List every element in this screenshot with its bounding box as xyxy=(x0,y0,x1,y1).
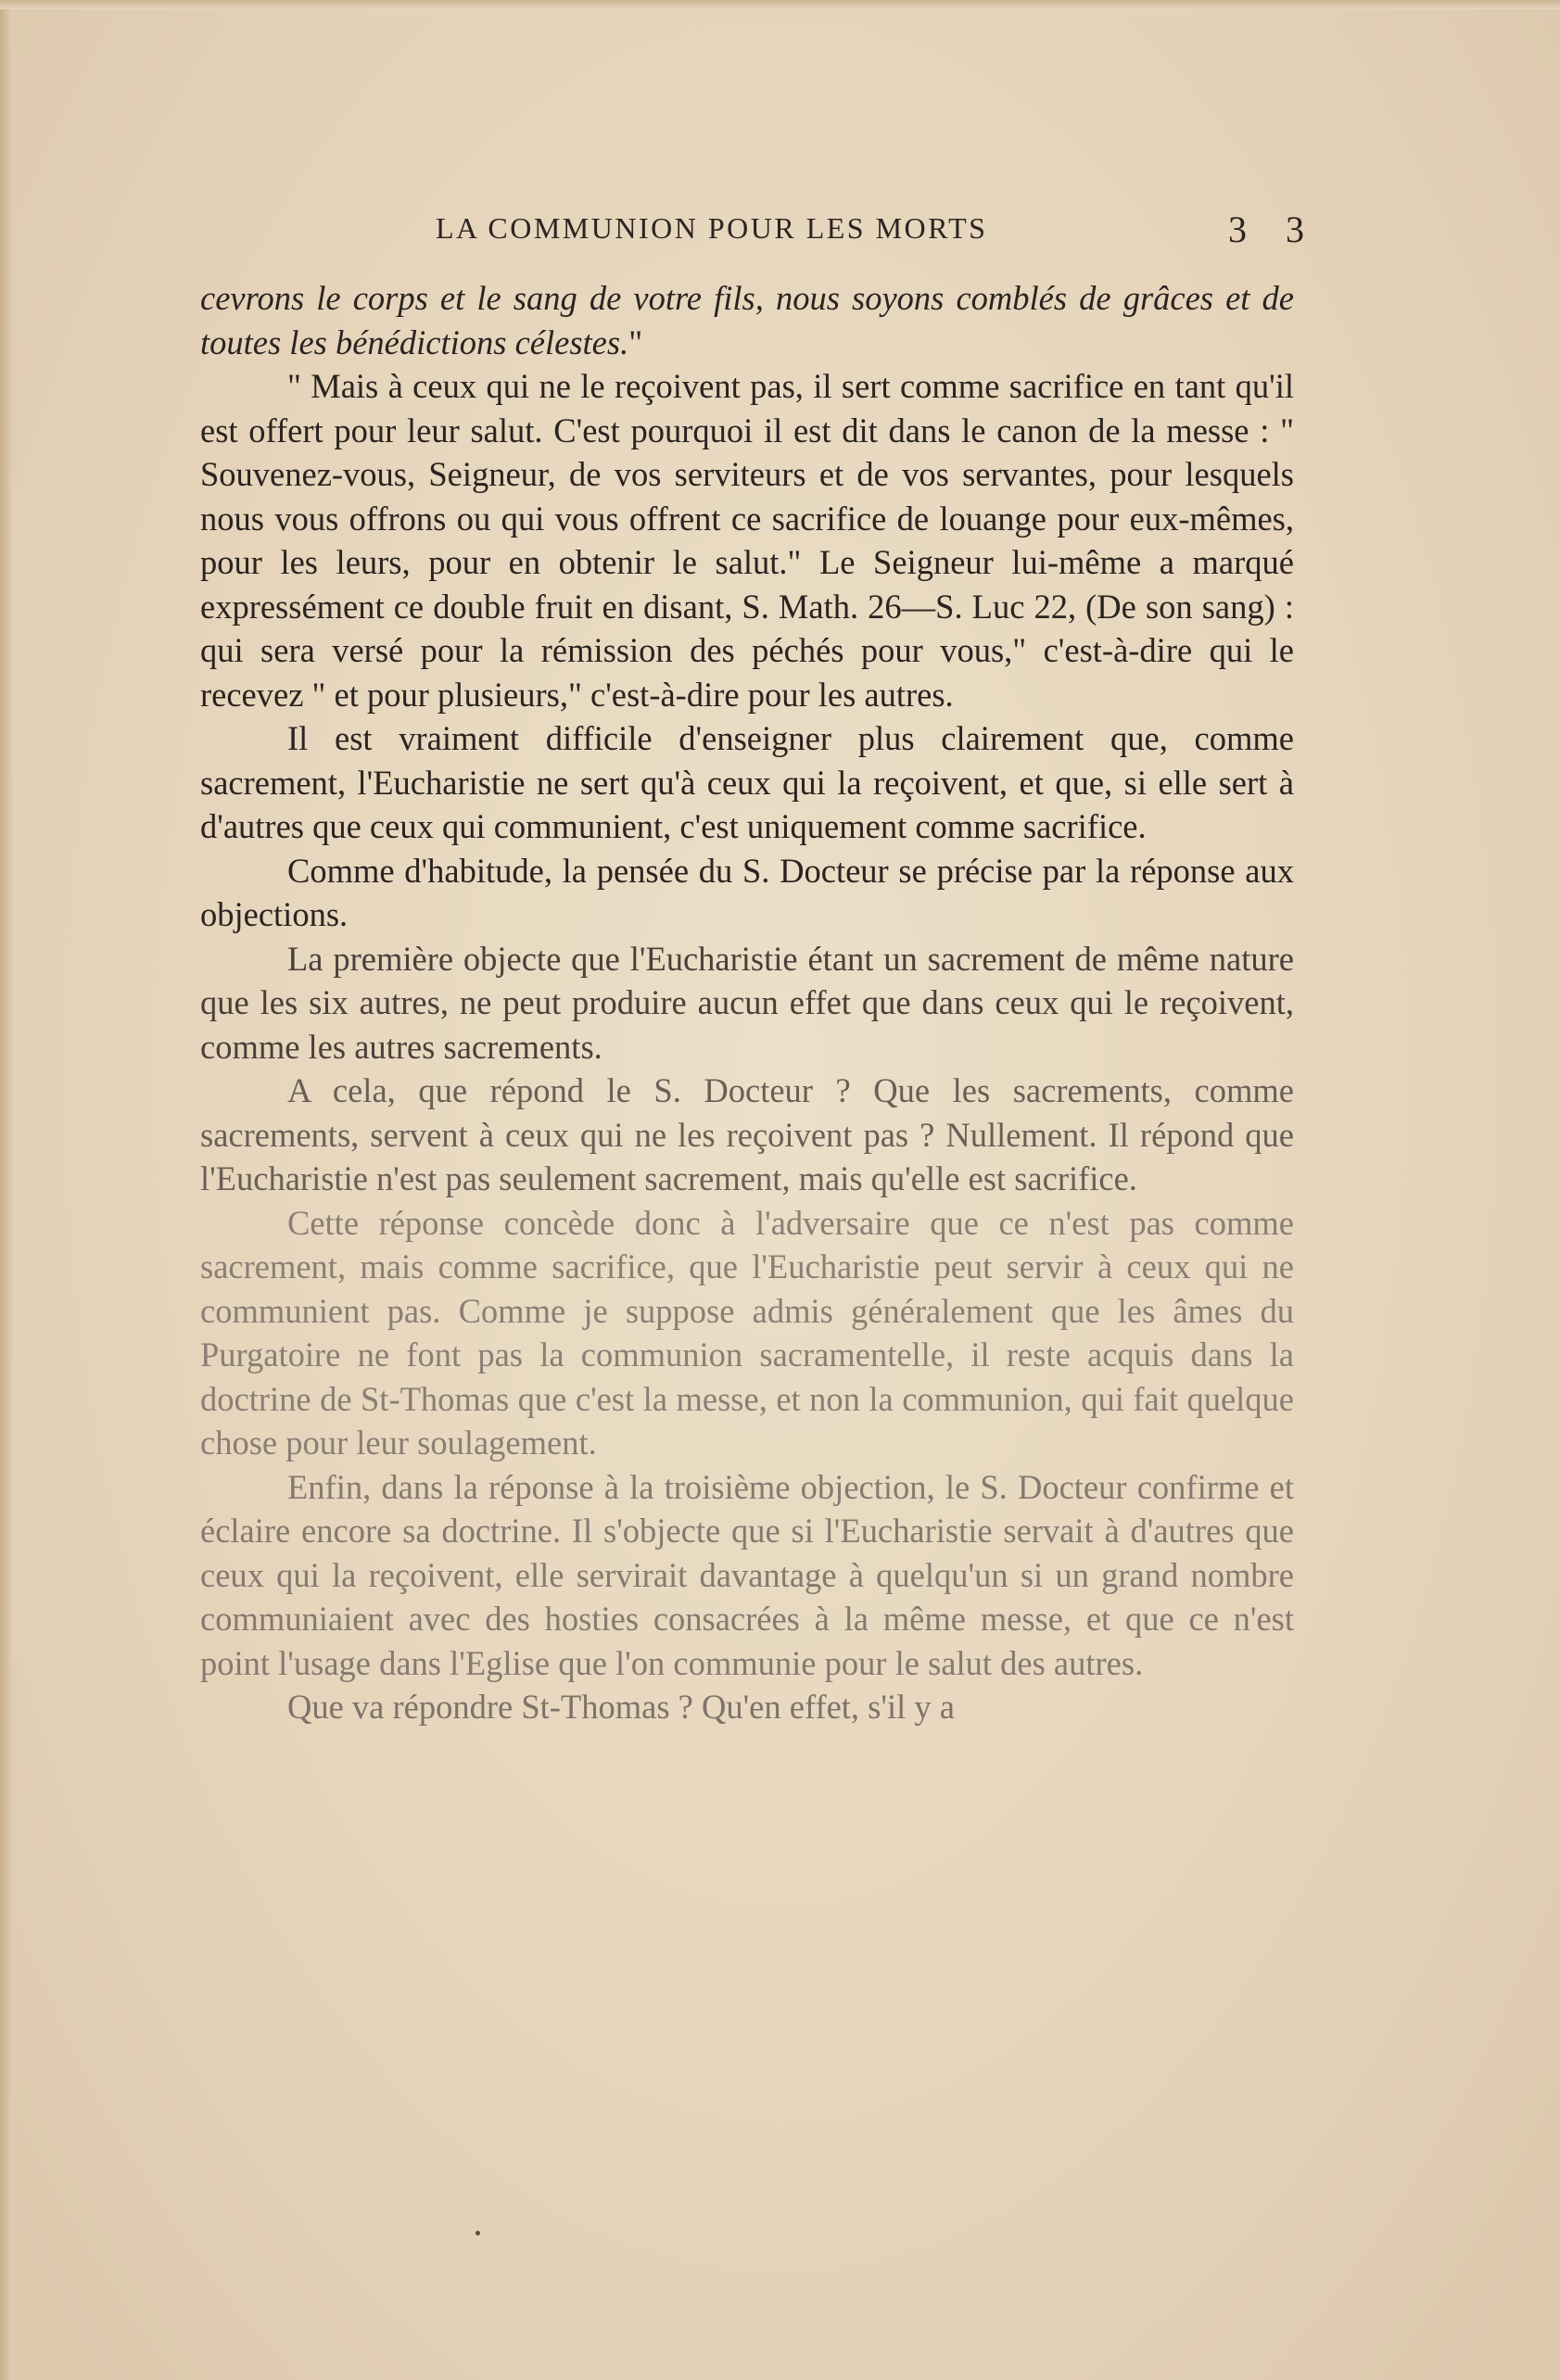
paragraph-3: Il est vraiment difficile d'enseigner plus clairement que, comme sacrement, l'Eucharistie ne sert qu'à ceux qui la reçoivent, et que, si elle sert à d'autres que ceux qui communient, c'est uniquement comme sacrifice. xyxy=(200,719,1294,845)
paragraph-2: " Mais à ceux qui ne le reçoivent pas, il sert comme sacrifice en tant qu'il est offert pour leur salut. C'est pourquoi il est dit dans le canon de la messe : " Souvenez-vous, Seigneur, de vos serviteurs et de vos servantes, pour lesquels nous vous offrons ou qui vous offrent ce sacrifice de louange pour eux-mêmes, pour les leurs, pour en obtenir le salut." Le Seigneur lui-même a marqué expressément ce double fruit en disant, S. Math. 26—S. Luc 22, (De son sang) : qui sera versé pour la rémission des péchés pour vous," c'est-à-dire qui le recevez " et pour plusieurs," c'est-à-dire pour les autres. xyxy=(200,367,1294,714)
paragraph-6: A cela, que répond le S. Docteur ? Que les sacrements, comme sacrements, servent à ceux qui ne les reçoivent pas ? Nullement. Il répond que l'Eucharistie n'est pas seulement sacrement, mais qu'elle est sacrifice. xyxy=(200,1071,1294,1197)
binding-edge xyxy=(0,0,13,2380)
paragraph-1-italic: cevrons le corps et le sang de votre fils, nous soyons comblés de grâces et de toutes les bénédictions célestes. xyxy=(200,279,1294,361)
paragraph-4: Comme d'habitude, la pensée du S. Docteur se précise par la réponse aux objections. xyxy=(200,851,1294,933)
running-head xyxy=(436,211,1363,258)
paragraph-8: Enfin, dans la réponse à la troisième objection, le S. Docteur confirme et éclaire encore sa doctrine. Il s'objecte que si l'Eucharistie servait à d'autres que ceux qui la reçoivent, elle servirait davantage à quelqu'un si un grand nombre communiaient avec des hosties consacrées à la même messe, et que ce n'est point l'usage dans l'Eglise que l'on communie pour le salut des autres. xyxy=(200,1467,1294,1682)
paragraph-7: Cette réponse concède donc à l'adversaire que ce n'est pas comme sacrement, mais comme sacrifice, que l'Eucharistie peut servir à ceux qui ne communient pas. Comme je suppose admis généralement que les âmes du Purgatoire ne font pas la communion sacramentelle, il reste acquis dans la doctrine de St-Thomas que c'est la messe, et non la communion, qui fait quelque chose pour leur soulagement. xyxy=(200,1203,1294,1462)
ink-speck xyxy=(476,2231,480,2235)
paragraph-1 xyxy=(200,276,1294,364)
running-title: LA COMMUNION POUR LES MORTS xyxy=(436,211,988,245)
top-edge xyxy=(0,0,1560,9)
paragraph-1-tail: " xyxy=(628,323,643,361)
page-number: 3 3 xyxy=(1228,209,1319,250)
paragraph-9: Que va répondre St-Thomas ? Qu'en effet, s'il y a xyxy=(287,1688,955,1726)
body-text xyxy=(200,276,1294,1729)
paragraph-5: La première objecte que l'Eucharistie étant un sacrement de même nature que les six autres, ne peut produire aucun effet que dans ceux qui le reçoivent, comme les autres sacrements. xyxy=(200,939,1294,1066)
